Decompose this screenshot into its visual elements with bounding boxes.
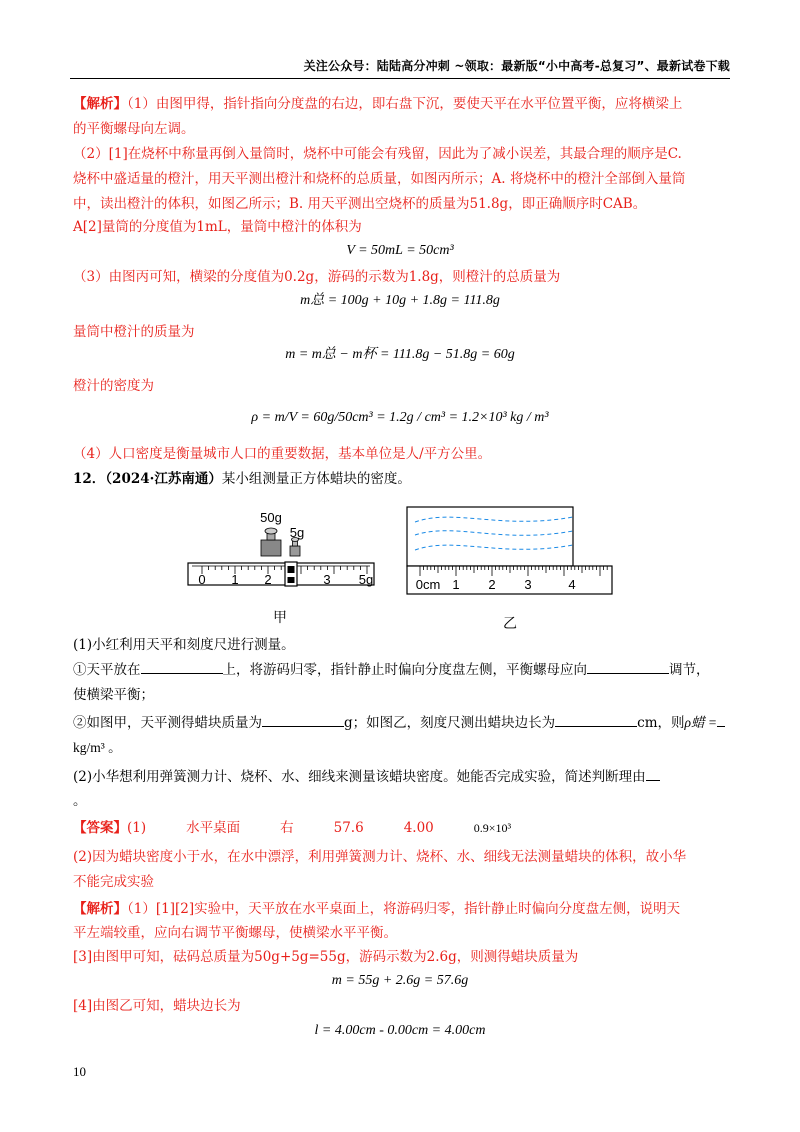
blank-1[interactable]	[141, 659, 223, 674]
formula-volume: V = 50mL = 50cm³	[346, 243, 454, 258]
analysis-line-3: [3]由图甲可知，砝码总质量为50g+5g=55g，游码示数为2.6g，则测得蜡块质量为	[73, 949, 579, 965]
answer-line-3: 不能完成实验	[73, 874, 154, 890]
page-header: 关注公众号：陆陆高分冲刺 ~领取：最新版“小中高考-总复习”、最新试卷下载	[303, 59, 730, 73]
formula-density: ρ = m/V = 60g/50cm³ = 1.2g / cm³ = 1.2×10³ kg / m³	[251, 410, 549, 425]
weight-50g-icon	[261, 528, 281, 556]
analysis-prev-line-8: 量筒中橙汁的质量为	[73, 324, 195, 340]
analysis-prev-line-3: （2）[1]在烧杯中称量再倒入量筒时，烧杯中可能会有残留，因此为了减小误差，其最合理的顺序是C.	[73, 146, 682, 162]
jia-tick-1: 1	[231, 572, 239, 587]
blank-3[interactable]	[262, 712, 344, 727]
weight-5g-label: 5g	[289, 525, 305, 540]
yi-tick-1: 1	[452, 577, 460, 592]
analysis-prev-line-1: 【解析】（1）由图甲得，指针指向分度盘的右边，即右盘下沉，要使天平在水平位置平衡，应将横梁上	[73, 96, 683, 112]
analysis-prev-line-2: 的平衡螺母向左调。	[73, 121, 195, 137]
analysis-line-4: [4]由图乙可知，蜡块边长为	[73, 998, 241, 1014]
analysis-prev-line-10: （4）人口密度是衡量城市人口的重要数据，基本单位是人/平方公里。	[73, 446, 492, 462]
figure-yi-block	[407, 507, 573, 566]
question-figure	[180, 500, 620, 635]
blank-6[interactable]	[646, 766, 660, 781]
question-12-title: 12．（2024·江苏南通）某小组测量正方体蜡块的密度。	[73, 471, 411, 487]
question-part-1: (1)小红利用天平和刻度尺进行测量。	[73, 637, 295, 653]
analysis-prev-line-4: 烧杯中盛适量的橙汁，用天平测出橙汁和烧杯的总质量，如图丙所示；A. 将烧杯中的橙汁全部倒入量筒	[73, 171, 686, 187]
jia-tick-3: 3	[323, 572, 331, 587]
weight-5g-icon	[290, 538, 300, 557]
figure-jia-beam	[188, 562, 374, 586]
header-divider	[70, 78, 730, 79]
question-line-3: 使横梁平衡；	[73, 687, 154, 703]
analysis-prev-line-9: 橙汁的密度为	[73, 378, 154, 394]
page-number: 10	[73, 1064, 86, 1079]
yi-tick-0cm: 0cm	[415, 577, 441, 592]
question-part-2: (2)小华想利用弹簧测力计、烧杯、水、细线来测量该蜡块密度。她能否完成实验，简述判断理由	[73, 766, 660, 788]
analysis-line-1: 【解析】（1）[1][2]实验中，天平放在水平桌面上，将游码归零，指针静止时偏向分度盘左侧，说明天	[73, 901, 681, 917]
question-line-4: ②如图甲，天平测得蜡块质量为 g；如图乙，刻度尺测出蜡块边长为 cm，则ρ蜡 =	[73, 712, 725, 734]
question-line-5: kg/m³ 。	[73, 740, 122, 755]
yi-tick-2: 2	[488, 577, 496, 592]
weight-50g-label: 50g	[260, 510, 282, 525]
analysis-line-2: 平左端较重，应向右调节平衡螺母，使横梁水平平衡。	[73, 925, 397, 941]
analysis-formula-mass: m = 55g + 2.6g = 57.6g	[331, 973, 469, 988]
yi-tick-3: 3	[524, 577, 532, 592]
jia-tick-0: 0	[198, 572, 206, 587]
blank-5[interactable]	[717, 712, 725, 727]
blank-4[interactable]	[555, 712, 637, 727]
analysis-prev-line-5: 中，读出橙汁的体积，如图乙所示；B. 用天平测出空烧杯的质量为51.8g，即正确顺序时CAB。	[73, 196, 647, 212]
question-line-7: 。	[73, 793, 87, 809]
formula-total-mass: m总 = 100g + 10g + 1.8g = 111.8g	[300, 293, 500, 308]
caption-yi: 乙	[503, 615, 517, 631]
analysis-prev-line-6: A[2]量筒的分度值为1mL，量筒中橙汁的体积为	[73, 219, 362, 235]
analysis-formula-edge: l = 4.00cm - 0.00cm = 4.00cm	[314, 1023, 486, 1038]
yi-tick-4: 4	[568, 577, 576, 592]
answer-line-1: 【答案】(1) 水平桌面 右 57.6 4.00 0.9×10³	[73, 820, 512, 836]
jia-tick-2: 2	[264, 572, 272, 587]
jia-tick-5g: 5g	[358, 572, 374, 587]
question-line-2: ①天平放在 上，将游码归零，指针静止时偏向分度盘左侧，平衡螺母应向 调节，	[73, 659, 710, 681]
formula-juice-mass: m = m总 − m杯 = 111.8g − 51.8g = 60g	[285, 347, 515, 362]
blank-2[interactable]	[587, 659, 669, 674]
analysis-prev-line-7: （3）由图丙可知，横梁的分度值为0.2g，游码的示数为1.8g，则橙汁的总质量为	[73, 269, 561, 285]
caption-jia: 甲	[273, 609, 287, 625]
answer-line-2: (2)因为蜡块密度小于水，在水中漂浮，利用弹簧测力计、烧杯、水、细线无法测量蜡块的体积，故小华	[73, 849, 687, 865]
